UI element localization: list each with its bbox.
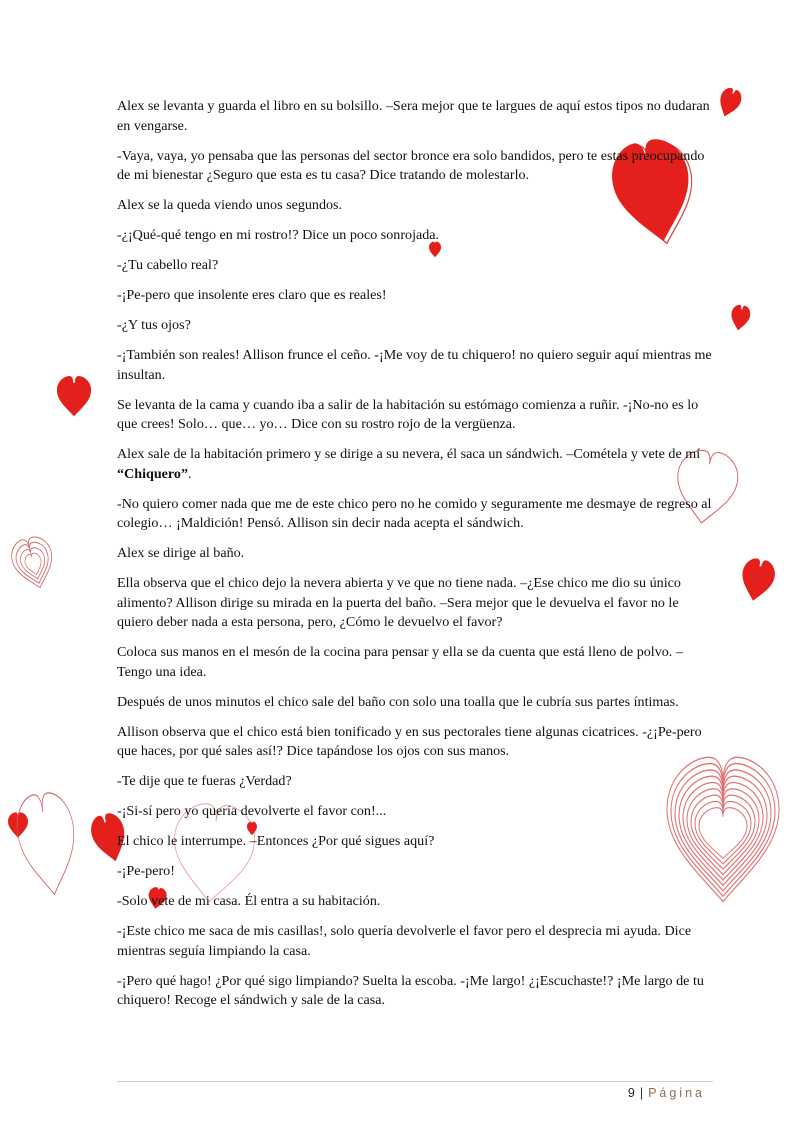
paragraph: -No quiero comer nada que me de este chico pero no he comido y seguramente me desmaye de regreso al colegio… ¡Maldición! Pensó. Allison sin decir nada acepta el sándwich. (117, 495, 712, 531)
paragraph: -¿¡Qué-qué tengo en mi rostro!? Dice un poco sonrojada. (117, 227, 440, 243)
paragraph: Coloca sus manos en el mesón de la cocina para pensar y ella se da cuenta que está lleno de polvo. –Tengo una idea. (117, 644, 683, 680)
paragraph: -¡Pe-pero que insolente eres claro que es reales! (117, 287, 387, 303)
paragraph: Ella observa que el chico dejo la nevera abierta y ve que no tiene nada. –¿Ese chico me dio su único alimento? Allison dirige su mirada en la puerta del baño. –Sera mejor que le devuelva el favor no le quiero deber nada a esta persona, pero, ¿Cómo le devuelvo el favor? (117, 575, 681, 630)
paragraph: Alex se la queda viendo unos segundos. (117, 197, 343, 213)
paragraph: Se levanta de la cama y cuando iba a salir de la habitación su estómago comienza a ruñir. -¡No-no es lo que crees! Solo… que… yo… Dice con su rostro rojo de la vergüenza. (117, 396, 699, 432)
page-word: Página (648, 1086, 705, 1100)
footer-divider (117, 1081, 713, 1082)
paragraph: El chico le interrumpe. –Entonces ¿Por qué sigues aquí? (117, 833, 435, 849)
paragraph: -¡Pe-pero! (117, 863, 175, 879)
paragraph-end: . (188, 465, 192, 482)
heart-icon (8, 533, 60, 592)
heart-icon (13, 790, 83, 898)
paragraph: -¡También son reales! Allison frunce el ceño. -¡Me voy de tu chiquero! no quiero seguir aquí mientras me insultan. (117, 347, 712, 383)
paragraph: Alex se dirige al baño. (117, 545, 245, 561)
paragraph: -¿Tu cabello real? (117, 257, 219, 273)
paragraph: Alex se levanta y guarda el libro en su bolsillo. –Sera mejor que te largues de aquí estos tipos no dudaran en vengarse. (117, 98, 710, 134)
paragraph: Allison observa que el chico está bien tonificado y en sus pectorales tiene algunas cicatrices. -¿¡Pe-pero que haces, por qué sales así!? Dice tapándose los ojos con sus manos. (117, 723, 702, 759)
paragraph: -¡Si-sí pero yo quería devolverte el favor con!... (117, 803, 387, 819)
body-text (117, 97, 713, 1021)
paragraph: -¡Pero qué hago! ¿Por qué sigo limpiando? Suelta la escoba. -¡Me largo! ¿¡Escuchaste!? ¡Me largo de tu chiquero! Recoge el sándwich y sale de la casa. (117, 972, 704, 1008)
heart-icon (736, 555, 779, 606)
page-footer (628, 1086, 705, 1100)
heart-icon (714, 84, 745, 121)
paragraph: -Vaya, vaya, yo pensaba que las personas del sector bronce era solo bandidos, pero te estas preocupando de mi bienestar ¿Seguro que esta es tu casa? Dice tratando de molestarlo. (117, 147, 705, 183)
paragraph: -Solo vete de mi casa. Él entra a su habitación. (117, 893, 381, 909)
bold-word: “Chiquero” (117, 465, 189, 482)
paragraph: -¡Este chico me saca de mis casillas!, solo quería devolverle el favor pero el desprecia mi ayuda. Dice mientras seguía limpiando la casa. (117, 923, 692, 959)
heart-icon (56, 375, 92, 418)
paragraph: Después de unos minutos el chico sale del baño con solo una toalla que le cubría sus partes íntimas. (117, 693, 679, 710)
page-number: 9 (627, 1086, 635, 1100)
paragraph-text: Alex sale de la habitación primero y se dirige a su nevera, él saca un sándwich. –Cométela y vete de mí (117, 446, 701, 462)
footer-separator: | (639, 1086, 644, 1100)
heart-icon (728, 303, 752, 333)
paragraph: -Te dije que te fueras ¿Verdad? (117, 773, 292, 789)
paragraph: -¿Y tus ojos? (117, 317, 191, 333)
paragraph (117, 445, 713, 484)
